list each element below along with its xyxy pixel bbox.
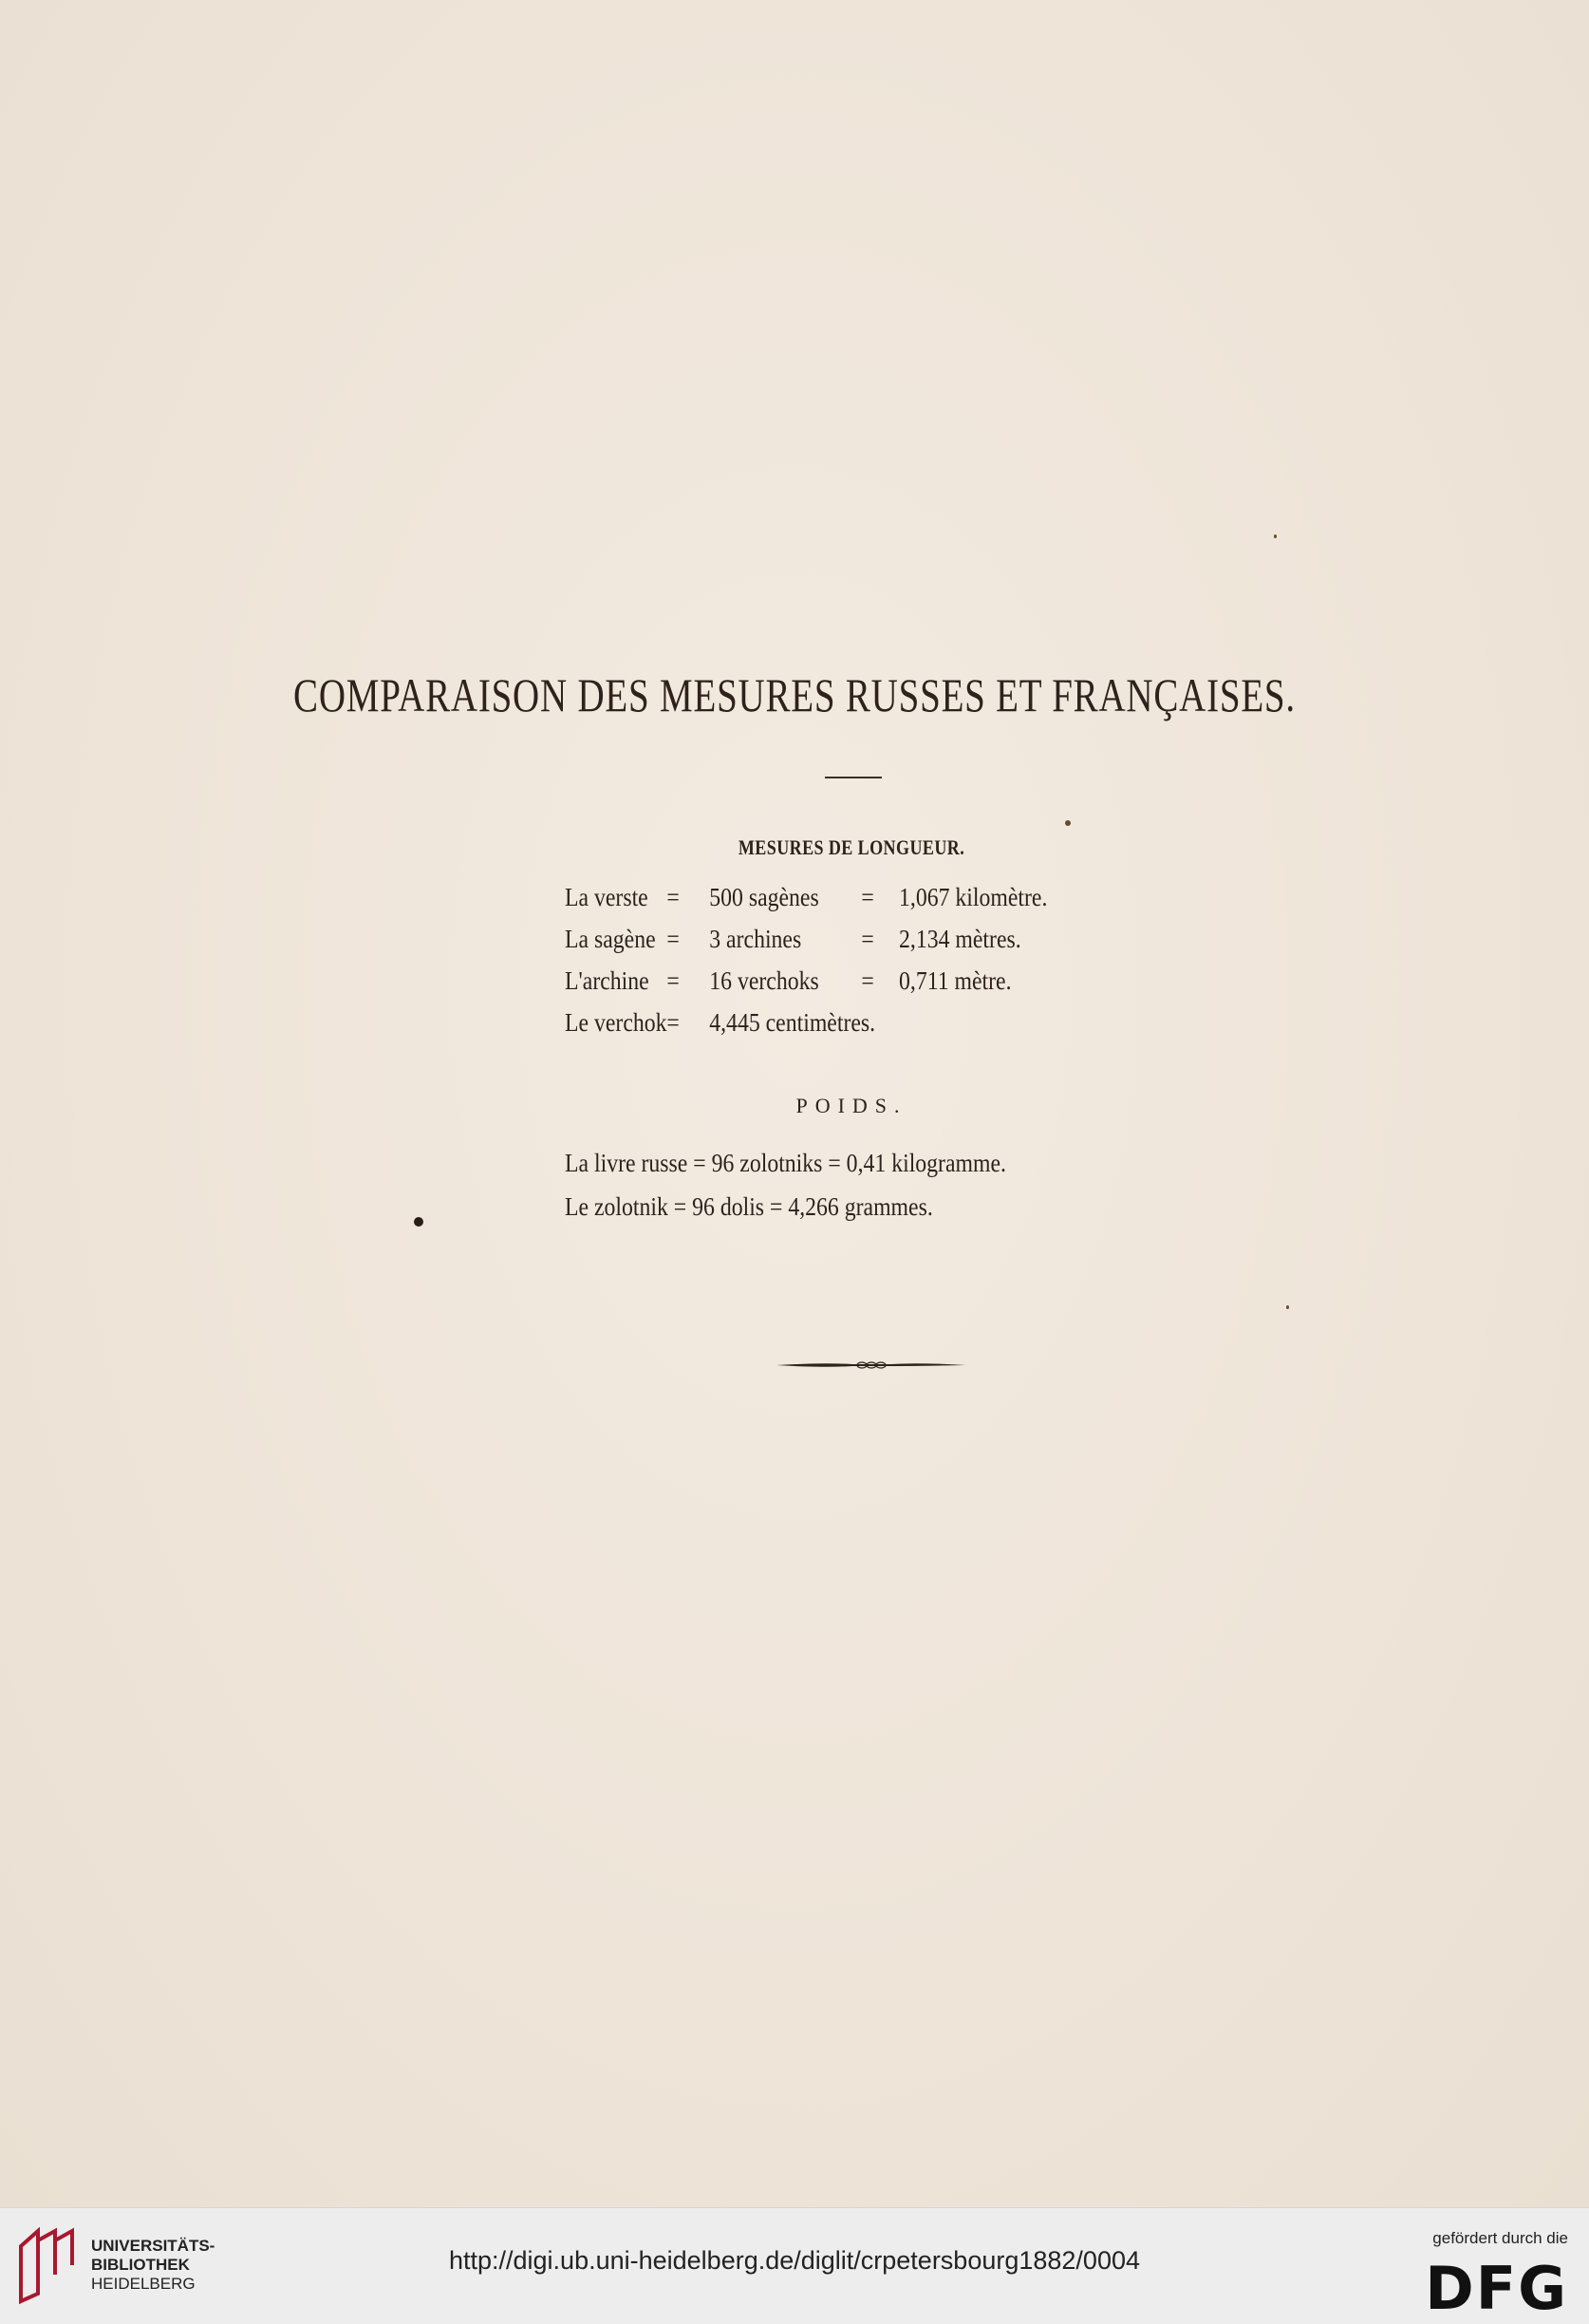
ink-spot xyxy=(414,1217,423,1227)
foxing-spot xyxy=(1286,1305,1289,1309)
ornament-divider xyxy=(776,1356,966,1375)
unit-middle: 500 sagènes xyxy=(709,883,819,911)
dfg-logo: DFG xyxy=(1425,2254,1568,2323)
section-heading-poids: POIDS. xyxy=(795,1094,907,1117)
page-title: COMPARAISON DES MESURES RUSSES ET FRANÇAISES. xyxy=(293,668,1296,722)
equals-sign: = xyxy=(666,883,680,911)
equals-sign: = xyxy=(861,925,874,953)
unit-name: La sagène xyxy=(565,925,656,953)
equals-sign: = xyxy=(861,883,874,911)
equals-sign: = xyxy=(666,966,680,995)
unit-name: Le verchok xyxy=(565,1008,667,1037)
unit-result: 0,711 mètre. xyxy=(899,966,1012,995)
library-name-line: UNIVERSITÄTS- xyxy=(91,2237,215,2255)
unit-middle: 16 verchoks xyxy=(709,966,819,995)
unit-result: 2,134 mètres. xyxy=(899,925,1021,953)
equals-sign: = xyxy=(666,1008,680,1037)
source-url-link[interactable]: http://digi.ub.uni-heidelberg.de/diglit/crpetersbourg1882/0004 xyxy=(448,2246,1140,2275)
foxing-spot xyxy=(1065,820,1071,826)
library-name-line: BIBLIOTHEK xyxy=(91,2256,190,2274)
unit-result: 1,067 kilomètre. xyxy=(899,883,1048,911)
table-row: La livre russe = 96 zolotniks = 0,41 kilogramme. xyxy=(565,1149,1006,1177)
unit-name: La verste xyxy=(565,883,648,911)
table-row: Le zolotnik = 96 dolis = 4,266 grammes. xyxy=(565,1192,933,1221)
footer-bar xyxy=(0,2207,1589,2324)
equals-sign: = xyxy=(666,925,680,953)
title-divider xyxy=(825,777,882,778)
library-name-line: HEIDELBERG xyxy=(91,2275,196,2293)
funded-by-label: gefördert durch die xyxy=(1432,2229,1568,2247)
unit-name: L'archine xyxy=(565,966,649,995)
unit-middle: 4,445 centimètres. xyxy=(709,1008,876,1037)
section-heading-longueur: MESURES DE LONGUEUR. xyxy=(738,835,965,859)
equals-sign: = xyxy=(861,966,874,995)
unit-middle: 3 archines xyxy=(709,925,802,953)
foxing-spot xyxy=(1274,534,1277,538)
